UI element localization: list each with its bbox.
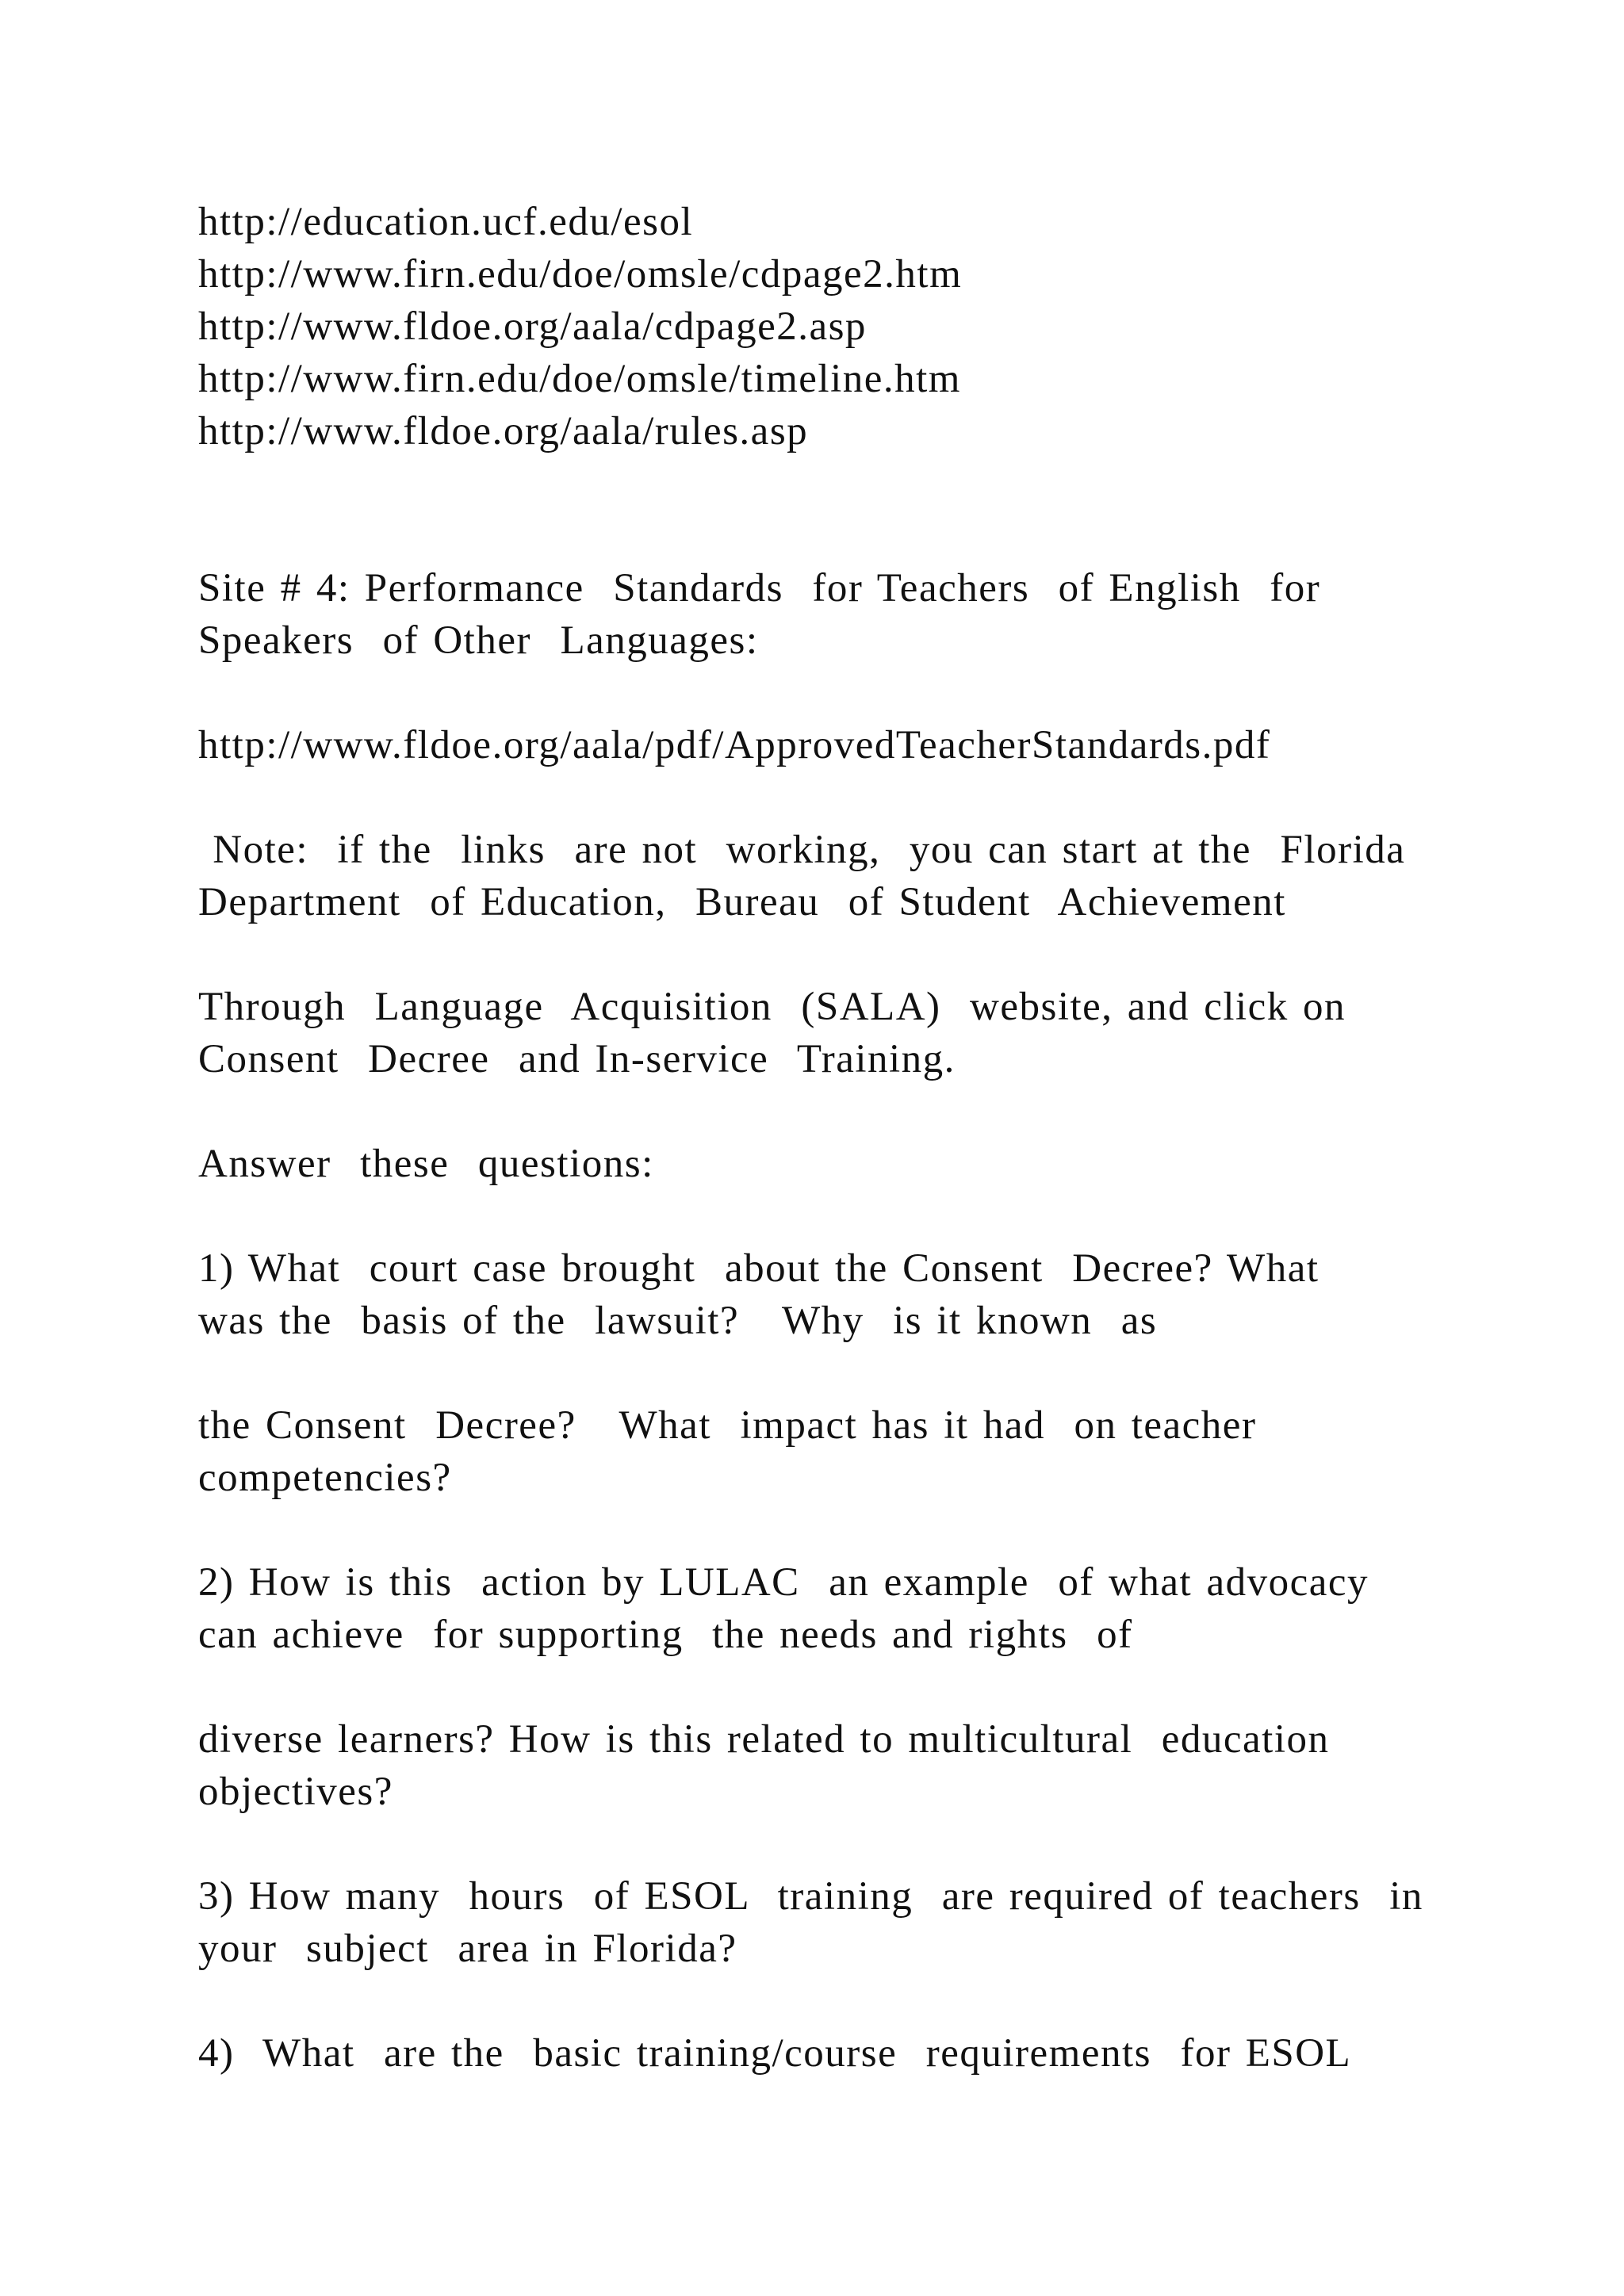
note-line2: Department of Education, Bureau of Student Achievement (198, 880, 1286, 924)
link-fldoe-rules[interactable]: http://www.fldoe.org/aala/rules.asp (198, 409, 809, 453)
question-3-line1: 3) How many hours of ESOL training are required of teachers in (198, 1874, 1423, 1919)
question-2-line3: diverse learners? How is this related to multicultural education (198, 1717, 1330, 1762)
link-ucf-esol[interactable]: http://education.ucf.edu/esol (198, 200, 694, 244)
site4-heading-line1: Site # 4: Performance Standards for Teachers of English for (198, 566, 1321, 610)
question-1-line1: 1) What court case brought about the Consent Decree? What (198, 1246, 1320, 1291)
question-2-line1: 2) How is this action by LULAC an example of what advocacy (198, 1560, 1369, 1605)
questions-prompt: Answer these questions: (198, 1142, 654, 1186)
link-fldoe-cdpage2[interactable]: http://www.fldoe.org/aala/cdpage2.asp (198, 304, 867, 349)
question-1-line3: the Consent Decree? What impact has it had on teacher (198, 1403, 1257, 1448)
link-firn-cdpage2[interactable]: http://www.firn.edu/doe/omsle/cdpage2.htm (198, 252, 963, 297)
link-approved-teacher-standards[interactable]: http://www.fldoe.org/aala/pdf/ApprovedTeacherStandards.pdf (198, 723, 1271, 767)
question-1-line2: was the basis of the lawsuit? Why is it known as (198, 1299, 1158, 1343)
note-line4: Consent Decree and In-service Training. (198, 1037, 956, 1081)
question-4-line1: 4) What are the basic training/course requirements for ESOL (198, 2031, 1352, 2076)
question-2-line2: can achieve for supporting the needs and rights of (198, 1613, 1133, 1657)
question-2-line4: objectives? (198, 1770, 393, 1814)
note-line1: Note: if the links are not working, you can start at the Florida (198, 828, 1406, 872)
question-3-line2: your subject area in Florida? (198, 1927, 737, 1971)
site4-heading-line2: Speakers of Other Languages: (198, 618, 759, 663)
link-firn-timeline[interactable]: http://www.firn.edu/doe/omsle/timeline.htm (198, 357, 961, 401)
note-line3: Through Language Acquisition (SALA) website, and click on (198, 985, 1346, 1029)
question-1-line4: competencies? (198, 1456, 452, 1500)
